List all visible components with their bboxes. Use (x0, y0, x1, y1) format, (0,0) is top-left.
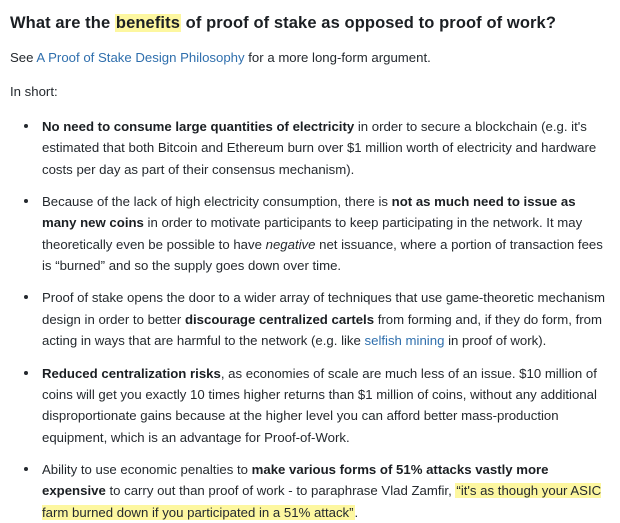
page-title-before: What are the (10, 14, 115, 32)
list-item (32, 459, 606, 523)
list-item (32, 191, 606, 277)
bullet-text: Ability to use economic penalties to (42, 462, 252, 478)
bullet-text: from forming and, if they do form, from acting in ways that are harmful to the network (e.g. like (42, 311, 602, 349)
intro-before: See (10, 50, 37, 66)
page-title-highlight: benefits (115, 14, 180, 32)
design-philosophy-link[interactable]: A Proof of Stake Design Philosophy (36, 50, 245, 66)
selfish-mining-link[interactable]: selfish mining (364, 333, 445, 349)
lead-in-paragraph: In short: (10, 84, 58, 100)
list-item (32, 116, 606, 180)
list-item (32, 287, 606, 351)
bullet-emphasis: No need to consume large quantities of electricity (42, 118, 355, 134)
bullet-emphasis: Reduced centralization risks (42, 365, 221, 381)
bullet-text: to carry out than proof of work - to paraphrase Vlad Zamfir, (105, 483, 456, 499)
page-title (10, 12, 606, 34)
bullet-text: . (354, 504, 359, 520)
bullet-italic: negative (265, 236, 316, 252)
bullet-emphasis: make various forms of 51% attacks vastly more expensive (42, 462, 549, 499)
intro-paragraph (10, 48, 606, 68)
bullet-text: Proof of stake opens the door to a wider array of techniques that use game-theoretic mechanism design in order to better (42, 290, 605, 327)
bullet-text: in order to secure a blockchain (e.g. it's estimated that both Bitcoin and Ethereum burn over $1 million worth of electricity and hardware costs per day as part of their consensus mechanism). (42, 118, 597, 177)
bullet-text: Because of the lack of high electricity consumption, there is (42, 193, 392, 209)
benefits-list (10, 116, 606, 523)
list-item (32, 363, 606, 449)
bullet-highlight: “it's as though your ASIC farm burned down if you participated in a 51% attack” (42, 483, 602, 520)
page-title-after: of proof of stake as opposed to proof of work? (180, 14, 556, 32)
bullet-text: in order to motivate participants to keep participating in the network. It may theoretically even be possible to have (42, 215, 583, 252)
bullet-emphasis: not as much need to issue as many new coins (42, 193, 576, 231)
bullet-text: net issuance, where a portion of transaction fees is “burned” and so the supply goes down over time. (42, 236, 603, 274)
intro-after: for a more long-form argument. (244, 50, 431, 66)
bullet-text: , as economies of scale are much less of an issue. $10 million of coins will get you exactly 10 times higher returns than $1 million of coins, without any additional disproportionate gains because at the higher level you can afford better mass-production equipment, which is an advantage for Proof-of-Work. (42, 365, 597, 445)
bullet-text: in proof of work). (444, 333, 547, 349)
bullet-emphasis: discourage centralized cartels (184, 311, 375, 327)
